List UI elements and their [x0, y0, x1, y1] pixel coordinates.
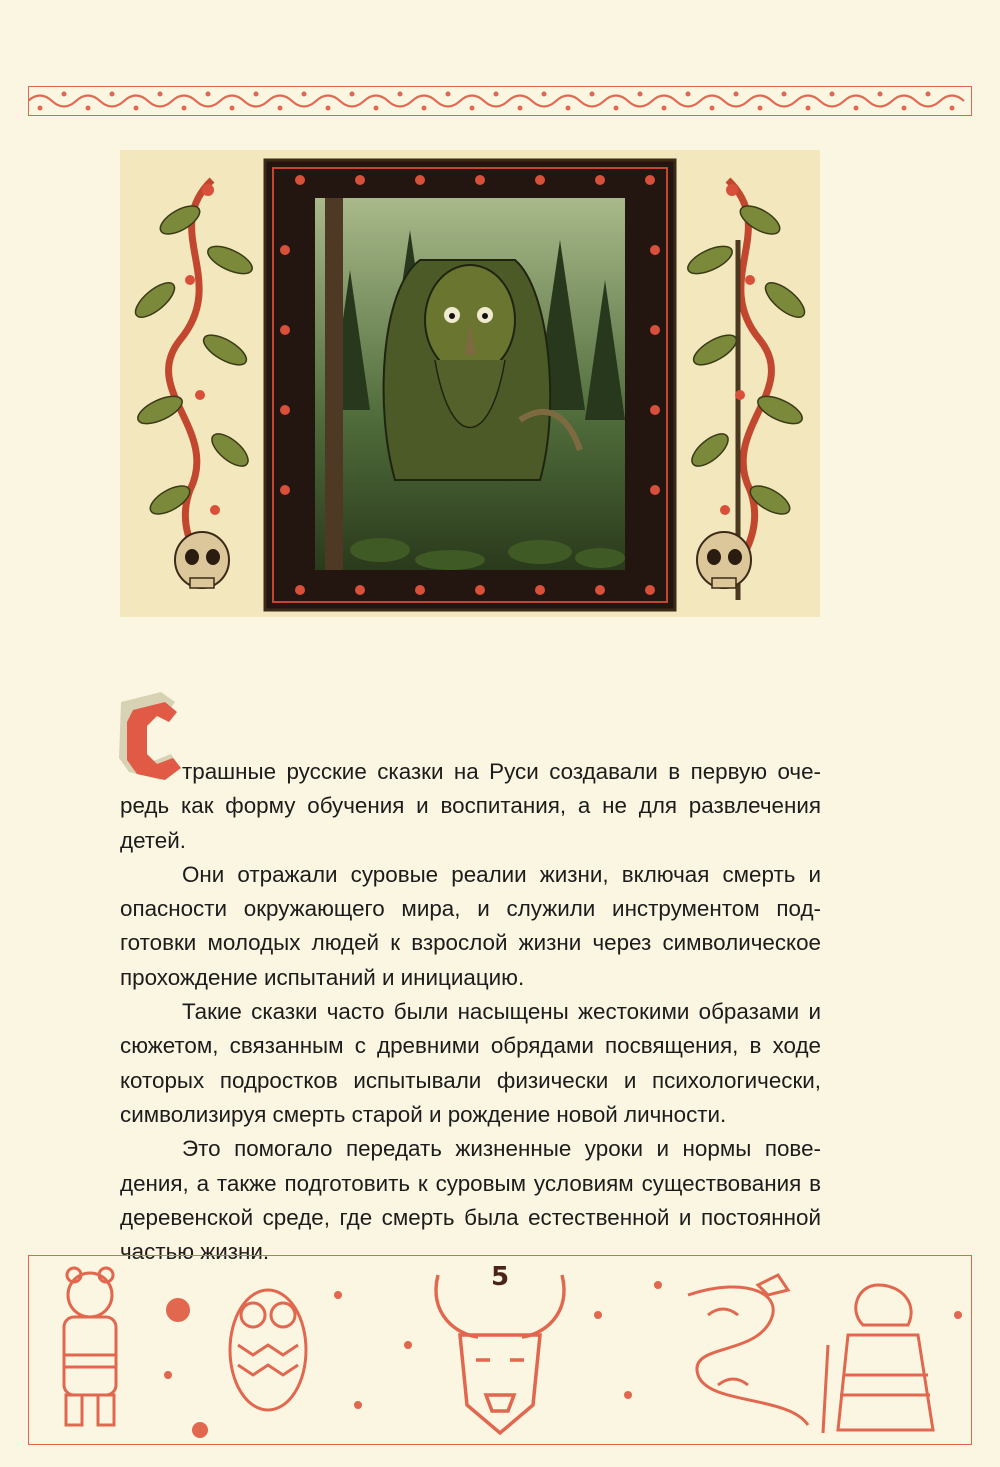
old-woman-figure [823, 1285, 933, 1433]
paragraph-4: Это помогало передать жизненные уроки и нормы поведения, а также подготовить к суровым условиям существования в деревенской среде, где смерть была естественной и постоянной частью жизни. [120, 1136, 821, 1265]
bear-figure [64, 1268, 116, 1425]
skull-icon-left [175, 532, 229, 588]
body-text [120, 755, 821, 1269]
skull-icon-right [697, 532, 751, 588]
page-number: 5 [490, 1262, 510, 1292]
horned-mask-figure [436, 1275, 564, 1433]
owl-figure [230, 1290, 306, 1410]
forest-spirit-illustration [120, 150, 820, 617]
paragraph-3: Такие сказки часто были насыщены жестокими образами и сюжетом, связанным с древними обрядами посвящения, в ходе которых подростков испытывали физически и психологически, символизируя смерть старой и рождение новой личности. [120, 999, 821, 1127]
dragon-figure [688, 1275, 808, 1425]
skull-icon [166, 1298, 208, 1438]
paragraph-2: Они отражали суровые реалии жизни, включая смерть и опасности окружающего мира, и служили инструментом подготовки молодых людей к взрослой жизни через символическое прохождение испытаний и инициацию. [120, 861, 821, 990]
top-ornament-border [28, 86, 972, 116]
paragraph-1: трашные русские сказки на Руси создавали в первую очередь как форму обучения и воспитания, а не для развлечения детей. [120, 759, 821, 853]
